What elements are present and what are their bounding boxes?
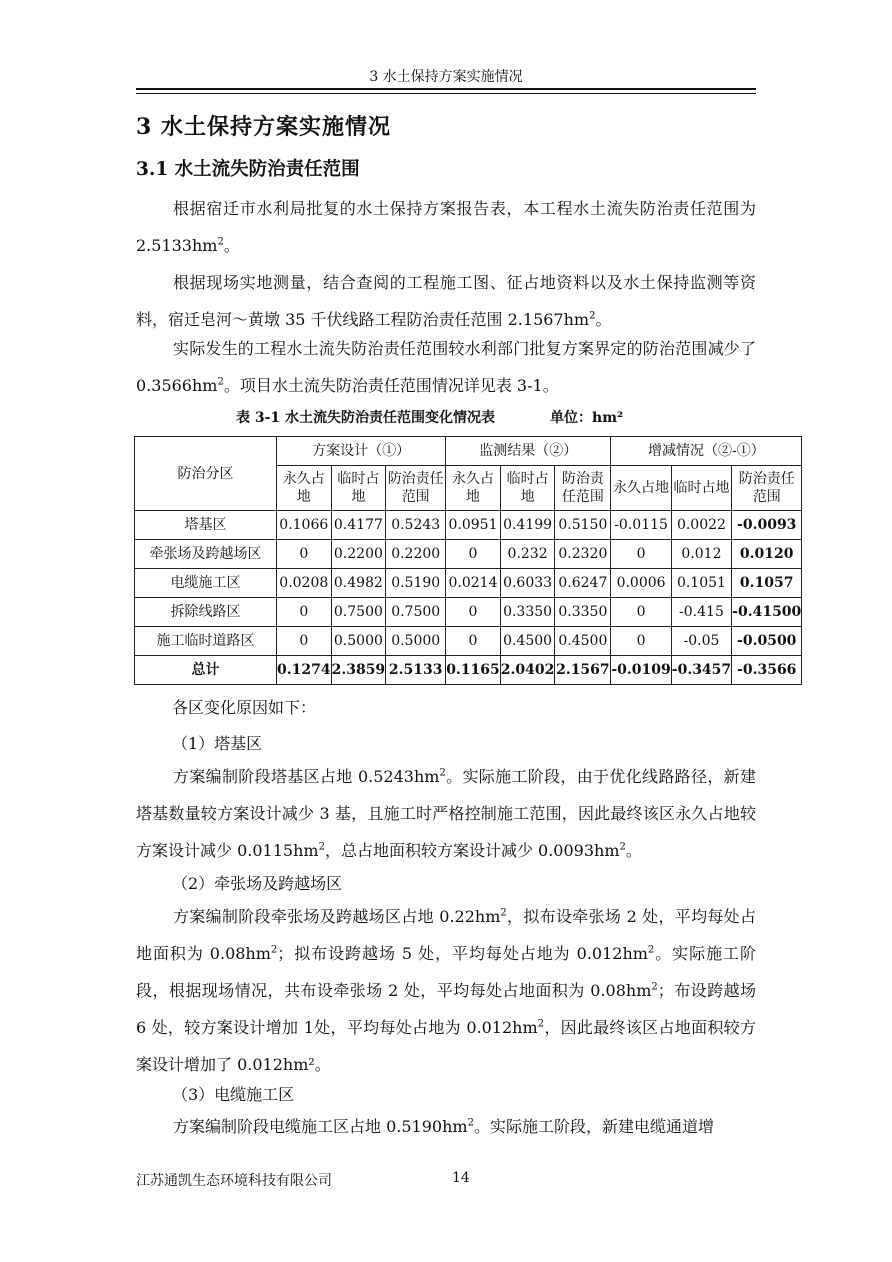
s2-end: ，因此最终该区占地面积较方案设计增加了 0.012hm²。 bbox=[136, 1018, 756, 1074]
subheader: 永久占地 bbox=[446, 466, 501, 511]
cell: 0 bbox=[277, 598, 332, 627]
zone-header: 防治分区 bbox=[135, 437, 277, 511]
sup: 2 bbox=[537, 1018, 545, 1030]
cell: 0 bbox=[611, 627, 671, 656]
paragraph-2 bbox=[136, 264, 756, 338]
sup: 2 bbox=[467, 1117, 474, 1129]
sup: 2 bbox=[647, 944, 655, 956]
cell: 0.4177 bbox=[331, 511, 386, 540]
subsection-title-1: （1）塔基区 bbox=[172, 734, 263, 753]
sup: 2 bbox=[651, 981, 658, 993]
zone-name: 施工临时道路区 bbox=[135, 627, 277, 656]
cell: 0.4500 bbox=[500, 627, 555, 656]
cell: -0.3566 bbox=[732, 656, 802, 685]
s3-text: 。实际施工阶段，新建电缆通道增 bbox=[473, 1117, 714, 1136]
cell: 0.5000 bbox=[386, 627, 446, 656]
cell: 0.6247 bbox=[555, 569, 611, 598]
cell: 0.1051 bbox=[671, 569, 731, 598]
s1-text: 方案编制阶段塔基区占地 0.5243hm bbox=[173, 767, 440, 786]
cell: 0.4500 bbox=[555, 627, 611, 656]
cell: -0.0093 bbox=[732, 511, 802, 540]
p2-end: 。 bbox=[595, 310, 612, 329]
chapter-heading: 3 水土保持方案实施情况 bbox=[136, 114, 391, 140]
cell: 0.3350 bbox=[500, 598, 555, 627]
subheader: 临时占地 bbox=[671, 466, 731, 511]
table-row bbox=[135, 511, 802, 540]
sup: 2 bbox=[439, 767, 446, 779]
s3-text: 方案编制阶段电缆施工区占地 0.5190hm bbox=[173, 1117, 468, 1136]
cell: 0.5243 bbox=[386, 511, 446, 540]
group-header: 增减情况（②-①） bbox=[611, 437, 802, 466]
p3-end: 。项目水土流失防治责任范围情况详见表 3-1。 bbox=[223, 376, 559, 395]
cell: -0.0109 bbox=[611, 656, 671, 685]
cell: 0.2200 bbox=[331, 540, 386, 569]
cell: 0.0214 bbox=[446, 569, 501, 598]
s2-text: 方案编制阶段牵张场及跨越场区占地 0.22hm bbox=[173, 907, 501, 926]
cell: 0.7500 bbox=[386, 598, 446, 627]
group-header: 方案设计（①） bbox=[277, 437, 446, 466]
cell: 0.0022 bbox=[671, 511, 731, 540]
total-label: 总计 bbox=[135, 656, 277, 685]
cell: 0.7500 bbox=[331, 598, 386, 627]
subheader: 临时占地 bbox=[500, 466, 555, 511]
cell: 0.1057 bbox=[732, 569, 802, 598]
cell: 0.4982 bbox=[331, 569, 386, 598]
cell: 0.4199 bbox=[500, 511, 555, 540]
subheader: 防治责任范围 bbox=[386, 466, 446, 511]
cell: 0.0951 bbox=[446, 511, 501, 540]
cell: 2.3859 bbox=[331, 656, 386, 685]
s2-text: ；拟布设跨越场 5 处，平均每处占地为 0.012hm bbox=[277, 944, 648, 963]
cell: 0.5150 bbox=[555, 511, 611, 540]
sup: 2 bbox=[217, 236, 224, 248]
cell: 0.2320 bbox=[555, 540, 611, 569]
table-row bbox=[135, 569, 802, 598]
footer-company: 江苏通凯生态环境科技有限公司 bbox=[136, 1173, 332, 1189]
sup: 2 bbox=[217, 376, 224, 388]
cell: 0.232 bbox=[500, 540, 555, 569]
cell: 0 bbox=[611, 598, 671, 627]
cell: 0 bbox=[446, 598, 501, 627]
zone-name: 塔基区 bbox=[135, 511, 277, 540]
sup: 2 bbox=[318, 841, 325, 853]
header-rule-thick bbox=[136, 88, 756, 90]
s1-text: ，总占地面积较方案设计减少 0.0093hm bbox=[324, 841, 620, 860]
cell: 0 bbox=[277, 627, 332, 656]
zone-name: 电缆施工区 bbox=[135, 569, 277, 598]
s1-text: 。实际施工阶段，由于优化线路路径，新建塔基数量较方案设计减少 3 基，且施工时严格控制施工范围，因此最终该区永久占地较方案设计减少 0.0115hm bbox=[136, 767, 756, 860]
s2-text: ；布设跨越场 6 处，较方案设计增加 1处，平均每处占地为 0.012hm bbox=[136, 981, 756, 1037]
subheader: 永久占地 bbox=[611, 466, 671, 511]
s2-text: ，拟布设牵张场 2 处，平均每处占地面积为 0.08hm bbox=[136, 907, 756, 963]
paragraph-tower bbox=[136, 758, 756, 869]
table-caption bbox=[236, 407, 623, 427]
cell: 0.0120 bbox=[732, 540, 802, 569]
table-row bbox=[135, 627, 802, 656]
cell: -0.05 bbox=[671, 627, 731, 656]
sup: 2 bbox=[500, 907, 507, 919]
subheader: 临时占地 bbox=[331, 466, 386, 511]
sup: 2 bbox=[619, 841, 626, 853]
group-header: 监测结果（②） bbox=[446, 437, 611, 466]
responsibility-table bbox=[134, 436, 802, 685]
zone-name: 拆除线路区 bbox=[135, 598, 277, 627]
subheader: 防治责任范围 bbox=[732, 466, 802, 511]
cell: 0.0006 bbox=[611, 569, 671, 598]
zone-name: 牵张场及跨越场区 bbox=[135, 540, 277, 569]
cell: 2.5133 bbox=[386, 656, 446, 685]
cell: 0.5000 bbox=[331, 627, 386, 656]
cell: -0.0500 bbox=[732, 627, 802, 656]
subsection-title-2: （2）牵张场及跨越场区 bbox=[172, 874, 343, 893]
paragraph-1 bbox=[136, 190, 756, 264]
cell: 0.0208 bbox=[277, 569, 332, 598]
cell: -0.0115 bbox=[611, 511, 671, 540]
paragraph-cable bbox=[136, 1108, 756, 1145]
cell: 0 bbox=[611, 540, 671, 569]
paragraph-tension-site bbox=[136, 898, 756, 1083]
caption-unit: 单位：hm² bbox=[550, 410, 624, 426]
page-number: 14 bbox=[452, 1170, 470, 1186]
cell: 0.012 bbox=[671, 540, 731, 569]
cell: 0.5190 bbox=[386, 569, 446, 598]
cell: 0.1165 bbox=[446, 656, 501, 685]
cell: 2.0402 bbox=[500, 656, 555, 685]
cell: 0.2200 bbox=[386, 540, 446, 569]
cell: 0 bbox=[277, 540, 332, 569]
cell: -0.415 bbox=[671, 598, 731, 627]
table-row bbox=[135, 540, 802, 569]
cell: 0.1066 bbox=[277, 511, 332, 540]
total-row bbox=[135, 656, 802, 685]
p1-end: 。 bbox=[223, 236, 240, 255]
cell: 0.1274 bbox=[277, 656, 332, 685]
reasons-intro: 各区变化原因如下： bbox=[172, 698, 317, 717]
subsection-title-3: （3）电缆施工区 bbox=[172, 1085, 295, 1104]
subheader: 防治责任范围 bbox=[555, 466, 611, 511]
cell: 2.1567 bbox=[555, 656, 611, 685]
sup: 2 bbox=[270, 944, 278, 956]
caption-text: 表 3-1 水土流失防治责任范围变化情况表 bbox=[236, 410, 496, 426]
section-heading: 3.1 水土流失防治责任范围 bbox=[136, 159, 360, 180]
p1-text: 根据宿迁市水利局批复的水土保持方案报告表，本工程水土流失防治责任范围为 2.5133hm bbox=[136, 199, 756, 255]
cell: -0.41500 bbox=[732, 598, 802, 627]
sup: 2 bbox=[589, 310, 596, 322]
subheader: 永久占地 bbox=[277, 466, 332, 511]
p2-text: 根据现场实地测量，结合查阅的工程施工图、征占地资料以及水土保持监测等资料，宿迁皂河～黄墩 35 千伏线路工程防治责任范围 2.1567hm bbox=[136, 273, 756, 329]
cell: 0.3350 bbox=[555, 598, 611, 627]
cell: -0.3457 bbox=[671, 656, 731, 685]
p3-text: 实际发生的工程水土流失防治责任范围较水利部门批复方案界定的防治范围减少了 0.3566hm bbox=[136, 339, 756, 395]
paragraph-3 bbox=[136, 330, 756, 404]
cell: 0.6033 bbox=[500, 569, 555, 598]
running-header: 3 水土保持方案实施情况 bbox=[369, 69, 523, 85]
s2-text: 。实际施工阶段，根据现场情况，共布设牵张场 2 处，平均每处占地面积为 0.08hm bbox=[136, 944, 756, 1000]
s1-end: 。 bbox=[625, 841, 642, 860]
table-row bbox=[135, 598, 802, 627]
cell: 0 bbox=[446, 540, 501, 569]
header-rule-thin bbox=[136, 93, 756, 94]
cell: 0 bbox=[446, 627, 501, 656]
